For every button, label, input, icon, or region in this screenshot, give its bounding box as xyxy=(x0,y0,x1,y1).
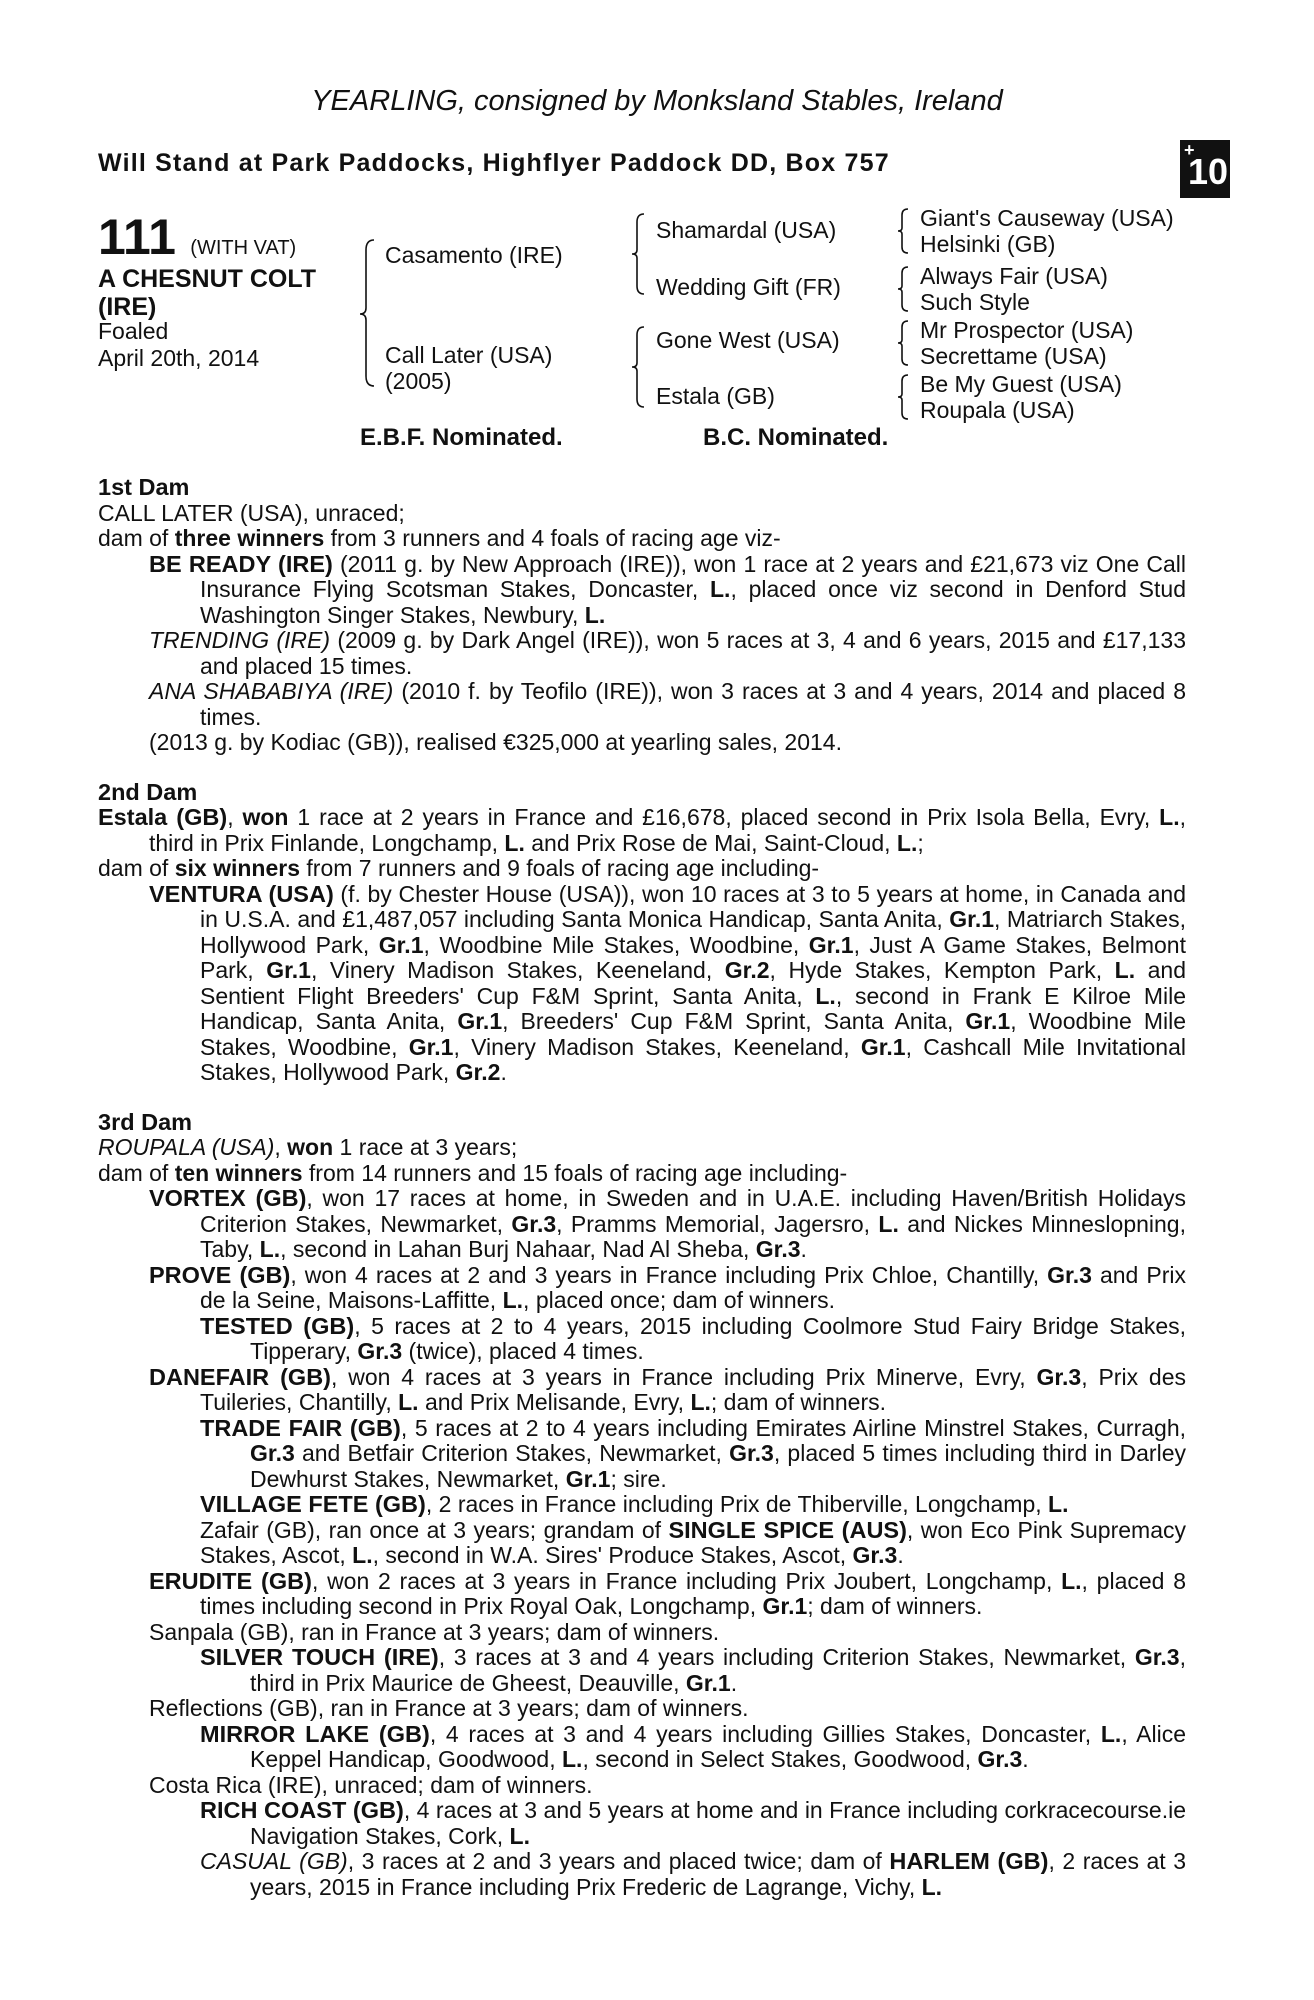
foaled-label: Foaled xyxy=(98,318,169,344)
progeny-prove: PROVE (GB), won 4 races at 2 and 3 years in France including Prix Chloe, Chantilly, Gr.3 and Prix de la Seine, Maisons-Laffitte, L., placed once; dam of winners. xyxy=(149,1261,1186,1313)
progeny-erudite: ERUDITE (GB), won 2 races at 3 years in France including Prix Joubert, Longchamp, L., placed 8 times including second in Prix Royal Oak, Longchamp, Gr.1; dam of winners. xyxy=(149,1567,1186,1619)
second-dam-record: Estala (GB), won 1 race at 2 years in France and £16,678, placed second in Prix Isola Bella, Evry, L., third in Prix Finlande, Longchamp, L. and Prix Rose de Mai, Saint-Cloud, L.; xyxy=(98,804,1187,856)
second-dam-heading: 2nd Dam xyxy=(98,778,198,805)
vat-label: (WITH VAT) xyxy=(190,237,297,259)
dam-dam: Estala (GB) xyxy=(656,383,775,409)
g3-7: Be My Guest (USA) xyxy=(920,371,1122,397)
pedigree-brace-2 xyxy=(632,212,652,297)
progeny-casual: CASUAL (GB), 3 races at 2 and 3 years and placed twice; dam of HARLEM (GB), 2 races at 3 years, 2015 in France including Prix Frederic de Lagrange, Vichy, L. xyxy=(200,1848,1186,1900)
first-dam-heading: 1st Dam xyxy=(98,474,190,500)
progeny-danefair: DANEFAIR (GB), won 4 races at 3 years in France including Prix Minerve, Evry, Gr.3, Prix des Tuileries, Chantilly, L. and Prix Melisande, Evry, L.; dam of winners. xyxy=(149,1363,1186,1415)
sire-sire: Shamardal (USA) xyxy=(656,217,837,243)
catalogue-body xyxy=(98,475,1186,1900)
lot-number: 111 xyxy=(98,209,176,265)
progeny-zafair: Zafair (GB), ran once at 3 years; grandam of SINGLE SPICE (AUS), won Eco Pink Supremacy Stakes, Ascot, L., second in W.A. Sires' Produce Stakes, Ascot, Gr.3. xyxy=(200,1516,1187,1568)
progeny-rich-coast: RICH COAST (GB), 4 races at 3 and 5 years at home and in France including corkracecourse.ie Navigation Stakes, Cork, L. xyxy=(200,1797,1186,1849)
progeny-trade-fair: TRADE FAIR (GB), 5 races at 2 to 4 years including Emirates Airline Minstrel Stakes, Curragh, Gr.3 and Betfair Criterion Stakes, Newmarket, Gr.3, placed 5 times including third in Darley Dewhurst Stakes, Newmarket, Gr.1; sire. xyxy=(200,1414,1187,1492)
first-dam-progeny-trending: TRENDING (IRE) (2009 g. by Dark Angel (IRE)), won 5 races at 3, 4 and 6 years, 2015 and £17,133 and placed 15 times. xyxy=(149,627,1186,679)
first-dam-name: CALL LATER (USA), unraced; xyxy=(98,499,405,526)
lot-description-2: (IRE) xyxy=(98,293,157,321)
second-dam-progeny-ventura: VENTURA (USA) (f. by Chester House (USA)), won 10 races at 3 to 5 years at home, in Canada and in U.S.A. and £1,487,057 including Santa Monica Handicap, Santa Anita, Gr.1, Matriarch Stakes, Hollywood Park, Gr.1, Woodbine Mile Stakes, Woodbine, Gr.1, Just A Game Stakes, Belmont Park, Gr.1, Vinery Madison Stakes, Keeneland, Gr.2, Hyde Stakes, Kempton Park, L. and Sentient Flight Breeders' Cup F&M Sprint, Santa Anita, L., second in Frank E Kilroe Mile Handicap, Santa Anita, Gr.1, Breeders' Cup F&M Sprint, Santa Anita, Gr.1, Woodbine Mile Stakes, Woodbine, Gr.1, Vinery Madison Stakes, Keeneland, Gr.1, Cashcall Mile Invitational Stakes, Hollywood Park, Gr.2. xyxy=(149,880,1187,1085)
foaled-date: April 20th, 2014 xyxy=(98,345,260,371)
progeny-tested: TESTED (GB), 5 races at 2 to 4 years, 2015 including Coolmore Stud Fairy Bridge Stakes, Tipperary, Gr.3 (twice), placed 4 times. xyxy=(200,1312,1187,1364)
g3-3: Always Fair (USA) xyxy=(920,263,1108,289)
third-dam-record: ROUPALA (USA), won 1 race at 3 years; xyxy=(98,1134,518,1160)
pedigree-brace-4 xyxy=(898,207,914,257)
pedigree-brace-1 xyxy=(360,238,380,388)
g3-8: Roupala (USA) xyxy=(920,397,1075,423)
pedigree-brace-5 xyxy=(898,265,914,315)
g3-6: Secrettame (USA) xyxy=(920,343,1107,369)
first-dam-progeny-ana: ANA SHABABIYA (IRE) (2010 f. by Teofilo (IRE)), won 3 races at 3 and 4 years, 2014 and placed 8 times. xyxy=(149,678,1187,730)
pedigree-brace-6 xyxy=(898,319,914,369)
progeny-mirror-lake: MIRROR LAKE (GB), 4 races at 3 and 4 years including Gillies Stakes, Doncaster, L., Alice Keppel Handicap, Goodwood, L., second in Select Stakes, Goodwood, Gr.3. xyxy=(200,1720,1186,1772)
sire-dam: Wedding Gift (FR) xyxy=(656,274,841,300)
first-dam-progeny-be-ready: BE READY (IRE) (2011 g. by New Approach (IRE)), won 1 race at 2 years and £21,673 viz One Call Insurance Flying Scotsman Stakes, Doncaster, L., placed once viz second in Denford Stud Washington Singer Stakes, Newbury, L. xyxy=(149,550,1186,628)
second-dam-produce: dam of six winners from 7 runners and 9 foals of racing age including- xyxy=(98,855,820,881)
g3-2: Helsinki (GB) xyxy=(920,231,1056,257)
progeny-silver-touch: SILVER TOUCH (IRE), 3 races at 3 and 4 years including Criterion Stakes, Newmarket, Gr.3, third in Prix Maurice de Gheest, Deauville, Gr.1. xyxy=(200,1644,1186,1696)
dam: Call Later (USA) xyxy=(385,342,553,368)
pedigree-brace-7 xyxy=(898,373,914,423)
progeny-reflections: Reflections (GB), ran in France at 3 years; dam of winners. xyxy=(149,1695,749,1721)
badge-number: 10 xyxy=(1188,151,1229,192)
third-dam-produce: dam of ten winners from 14 runners and 15 foals of racing age including- xyxy=(98,1159,848,1186)
progeny-sanpala: Sanpala (GB), ran in France at 3 years; dam of winners. xyxy=(149,1618,720,1645)
first-dam-produce: dam of three winners from 3 runners and 4 foals of racing age viz- xyxy=(98,525,781,551)
location-line: Will Stand at Park Paddocks, Highflyer Paddock DD, Box 757 xyxy=(98,149,890,177)
g3-1: Giant's Causeway (USA) xyxy=(920,205,1174,231)
first-dam-progeny-kodiac: (2013 g. by Kodiac (GB)), realised €325,000 at yearling sales, 2014. xyxy=(149,729,842,755)
dam-year: (2005) xyxy=(385,368,452,394)
progeny-village-fete: VILLAGE FETE (GB), 2 races in France including Prix de Thiberville, Longchamp, L. xyxy=(200,1491,1069,1517)
lot-description-1: A CHESNUT COLT xyxy=(98,265,317,293)
g3-5: Mr Prospector (USA) xyxy=(920,317,1134,343)
page-badge xyxy=(1180,140,1230,198)
dam-sire: Gone West (USA) xyxy=(656,327,840,353)
progeny-vortex: VORTEX (GB), won 17 races at home, in Sweden and in U.A.E. including Haven/British Holidays Criterion Stakes, Newmarket, Gr.3, Pramms Memorial, Jagersro, L. and Nickes Minneslopning, Taby, L., second in Lahan Burj Nahaar, Nad Al Sheba, Gr.3. xyxy=(149,1185,1186,1262)
badge-plus: + xyxy=(1184,140,1195,160)
lot-info xyxy=(98,209,297,265)
pedigree-brace-3 xyxy=(632,325,652,410)
third-dam-heading: 3rd Dam xyxy=(98,1108,193,1135)
g3-4: Such Style xyxy=(920,289,1030,315)
progeny-costa-rica: Costa Rica (IRE), unraced; dam of winners. xyxy=(149,1771,593,1798)
ebf-nominated: E.B.F. Nominated. xyxy=(360,424,563,451)
bc-nominated: B.C. Nominated. xyxy=(703,424,889,451)
sire: Casamento (IRE) xyxy=(385,242,563,268)
consignor-line: YEARLING, consigned by Monksland Stables, Ireland xyxy=(311,85,1003,117)
